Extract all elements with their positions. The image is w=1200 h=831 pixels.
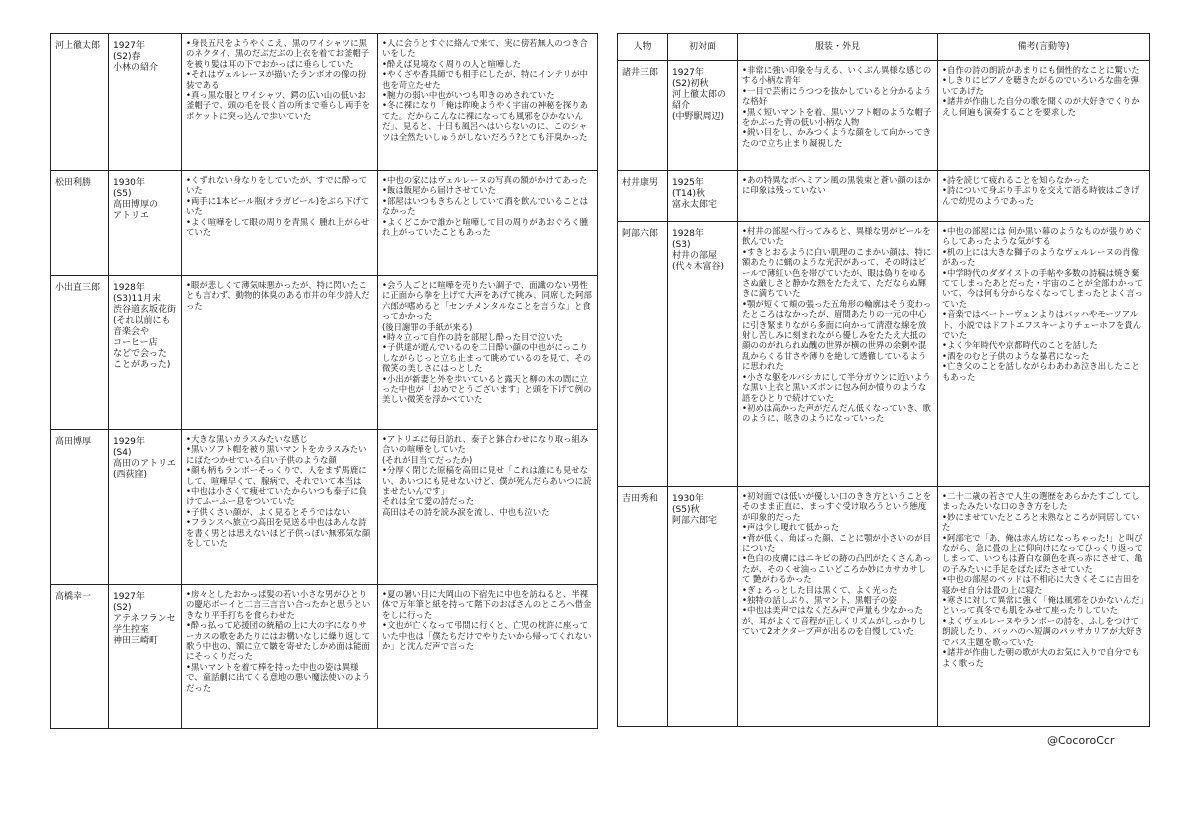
table-row [51, 585, 598, 729]
notes-cell: •中也の家にはヴェルレーヌの写真の額がかけてあった •飯は飯屋から届けさせていた •部屋はいつもきちんとしていて酒を飲んでいることはなかった •よくどこかで誰かと喧嘩して目の周りがあおぐろく腫れ上がっていたこともあった [378, 171, 598, 276]
first-meeting: 1927年 (S2) アテネフランセ 学生控室 神田三崎町 [109, 585, 182, 729]
first-meeting: 1925年 (T14)秋 富永太郎宅 [668, 171, 738, 222]
person-name: 高橋幸一 [51, 585, 109, 729]
column-header-notes: 備考(言動等) [938, 34, 1150, 61]
appearance-cell: •非常に強い印象を与える、いくぶん異様な感じのする小柄な青年 •一目で芸術にうつつを抜かしていると分かるような格好 •黒く短いマントを着、黒いソフト帽のような帽子をかぶった背の低い小柄な人物 •鋭い目をし、かみつくような顔をして向かってきたので立ち止まり凝視した [738, 61, 938, 171]
appearance-cell: •眼が悲しくて薄気味悪かったが、特に閃いたことも言わず、動物的体臭のある市井の年少詩人だった [182, 276, 378, 430]
right-table [617, 33, 1150, 727]
notes-cell: •人に会うとすぐに絡んで来て、実に傍若無人のつき合いをした •酔えば見境なく周りの人と喧嘩した •やくざや香具師でも相手にしたが、特にインテリが中也を苛立たせた •腕力の弱い中也がいつも叩きのめされていた •冬に裸になり「俺は昨晩ようやく宇宙の神秘を探りあてた。だからこんなに裸になっても風邪をひかないんだ」、見ると、十日も風呂へはいらないのに、このシャツは全然たいしゅうがしないだろう?とても汗臭かった [378, 34, 598, 171]
first-meeting: 1930年 (S5) 高田博厚の アトリエ [109, 171, 182, 276]
notes-cell: •アトリエに毎日訪れ、泰子と鉢合わせになり取っ組み合いの喧嘩をしていた (それが目当てだったか) •分厚く閉じた原稿を高田に見せ「これは誰にも見せない、あいつにも見せないけど、僕が死んだらあいつに読ませたいんです」 それは全て愛の詩だった 高田はその詩を読み涙を流し、中也も泣いた [378, 430, 598, 585]
header-row [618, 34, 1150, 61]
notes-cell: •会う人ごとに喧嘩を売りたい調子で、面識のない男性に正面から拳を上げて大声をあげて挑み、同席した阿部六郎が嗜めると「センチメンタルなことを言うな」と食ってかかった (後日謝罪の手紙が来る) •時々立って自作の詩を部屋し酔った目で泣いた •子供達が遊んでいるのを二日酔い顔の中也がにっこりしながらじっと立ち止まって眺めているのを見て、その微笑の美しさにはっとした •小出が新妻と外を歩いていると露天と柳の木の間に立った中也が「おめでとうございます」と頭を下げて例の美しい微笑を浮かべていた [378, 276, 598, 430]
column-header-first-meeting: 初対面 [668, 34, 738, 61]
appearance-cell: •大きな黒いカラスみたいな感じ •黒いソフト帽を被り黒いマントをカラスみたいにばたつかせている白い子供のような顔 •顔も柄もランボーそっくりで、人をまず馬鹿にして、喧嘩早くて、腺病で、それでいて本当は •中也は小さくて痩せていたからいつも泰子に負けてふーふー息をついていた •子供くさい顔が、よく見るとそうではない •フランスへ旅立つ高田を見送る中也はあんな詩を書く男とは思えないほど子供っぽい無邪気な顔をしていた [182, 430, 378, 585]
person-name: 村井康男 [618, 171, 668, 222]
person-name: 河上徹太郎 [51, 34, 109, 171]
first-meeting: 1928年 (S3) 村井の部屋 (代々木富谷) [668, 222, 738, 487]
notes-cell: •自作の詩の朗読があまりにも個性的なことに驚いた •しきりにピアノを聴きたがるのでいろいろな曲を弾いてあげた •諸井が作曲した自分の歌を聞くのが大好きでくりかえし何遍も演奏することを要求した [938, 61, 1150, 171]
person-name: 吉田秀和 [618, 487, 668, 727]
first-meeting: 1930年 (S5)秋 阿部六郎宅 [668, 487, 738, 727]
person-name: 松田利勝 [51, 171, 109, 276]
table-row [51, 171, 598, 276]
person-name: 高田博厚 [51, 430, 109, 585]
appearance-cell: •房々としたおかっぱ髪の若い小さな男がひとりの慶応ボーイと二言三言言い合ったかと思うといきなり平手打ちを食らわせた •酔っ払って応援団の統稲の上に大の字になりサーカスの歌をあたりにはお構いなしに繰り返して歌う中也の、額に立て皺を寄せたしかめ面は能面にそっくりだった •黒いマントを着て棒を持った中也の姿は異様で、童話劇に出てくる意地の悪い魔法使いのようだった [182, 585, 378, 729]
person-name: 小出直三郎 [51, 276, 109, 430]
notes-cell: •二十二歳の若さで人生の選歴をあらかたすごしてしまったみたいな口のきき方をした •妙にませていたところと未熟なところが同居していた •阿部宅で「あ、俺は赤ん坊になっちゃった!」と叫びながら、急に畳の上に仰向けになってひっくり返ってしまって、いつもは蒼白な顔色を真っ赤にさせて、亀の子みたいに手足をばたばたさせていた •中也の部屋のベッドは不相応に大きくそこに吉田を寝かせ自分は畳の上に寝た •寒さに対して異常に強く「俺は風邪をひかないんだ」といって真冬でも肌をみせて座ったりしていた •よくヴェルレーヌやランボーの詩を、ふしをつけて朗読したり、バッハのへ短調のパッサカリアが大好きでバス主題を歌っていた •諸井が作曲した朝の歌が大のお気に入りで自分でもよく歌った [938, 487, 1150, 727]
person-name: 諸井三郎 [618, 61, 668, 171]
notes-cell: •詩を読じて疲れることを知らなかった •詩について身ぶり手ぶりを交えて語る時彼はごきげんで幼児のようであった [938, 171, 1150, 222]
author-credit: @CocoroCcr [1047, 734, 1115, 747]
table-row [51, 276, 598, 430]
appearance-cell: •あの特異なボヘミアン風の黒装束と蒼い顔のほかに印象は残っていない [738, 171, 938, 222]
appearance-cell: •村井の部屋へ行ってみると、異様な男がビールを飲んでいた •すきとおるように白い肌理のこまかい顔は、特に額あたりに蝋のような光沢があって、その時はビールで薄紅い色を帯びていたが、眼は偽りをゆるさぬ厳しさと静かな熱をたたえて、ただならぬ輝きに満ちていた •顎が短くて頬の張った五角形の輪廓はそう変わったところはなかったが、眉間あたりの一元の中心に引き緊まりながら多面に向かって清澄な線を放射し苦しみに刻まれながら優しみをたたえ大抵の顔ののがれられぬ醜の世界が横の世界の余剰や混乱からくる甘さや薄りを絶して透徹しているように思われた •小さな躯をルバシカにして半分ガウンに近いような黒い上衣と黒いズボンに包み何か憤りのような語をひとりで続けていた •初めは高かった声がだんだん低くなっていき、歌のように、呟きのようになっていった [738, 222, 938, 487]
table-row [618, 222, 1150, 487]
notes-cell: •中也の部屋には 何か黒い幕のようなものが張りめぐらしてあったような気がする •机の上には大きな獅子のようなヴェルレーヌの肖像があった •中学時代のダダイストの手帖や多数の詩稿は焼き棄ててしまったあとだった・宇宙のことが全部わかっていて、今は何も分からなくなってしまったとよく言っていた •音楽ではベートーヴェンよりはバッハやモーツアルト、小説ではドフトエフスキーよりチェーホフを貴んでいた •よく少年時代や京都時代のことを話した •酒をのむと子供のような暴君になった •亡き父のことを話しながらわあわあ泣き出したこともあった [938, 222, 1150, 487]
table-row [51, 430, 598, 585]
person-name: 阿部六郎 [618, 222, 668, 487]
first-meeting: 1929年 (S4) 高田のアトリエ (西荻窪) [109, 430, 182, 585]
table-row [618, 171, 1150, 222]
appearance-cell: •初対面では低いが優しい口のきき方ということをそのまま正直に、まっすぐ受け取ろうという態度が印象的だった •声は少し嗄れて低かった •背が低く、角ばった顔、ことに顎が小さいのが目についた •色白の皮膚にはニキビの跡の凸凹がたくさんあったが、そのくせ油っこいどころか妙にカサカサして 艶がわるかった •ぎょろっとした目は黒くて、よく光った •独特の話しぶり、黒マント、黒帽子の姿 •中也は美声ではなくだみ声で声量も少なかったが、耳がよくて音程が正しくリズムがしっかりしていて2オクターブ声が出るのを自慢していた [738, 487, 938, 727]
appearance-cell: •身長五尺をようやくこえ、黒のワイシャツに黒のネクタイ、黒のだぶだぶの上衣を着てお釜帽子を被り髪は耳の下でおかっぱに垂らしていた •それはヴェルレーヌが描いたランボオの像の扮装である •真っ黒な服とワイシャツ、鍔の広い山の低いお釜帽子で、頭の毛を長く首の所まで垂らし両手をポケットに突っ込んで歩いていた [182, 34, 378, 171]
left-table [50, 33, 598, 729]
table-row [51, 34, 598, 171]
first-meeting: 1928年 (S3)11月末 渋谷道玄坂花街 (それ以前にも 音楽会や コーヒー店 などで会った ことがあった) [109, 276, 182, 430]
column-header-appearance: 服装・外見 [738, 34, 938, 61]
table-row [618, 487, 1150, 727]
first-meeting: 1927年 (S2)春 小林の紹介 [109, 34, 182, 171]
notes-cell: •夏の暑い日に大岡山の下宿先に中也を訪ねると、半裸体で万年筆と紙を持って階下のおばさんのところへ借金をしに行った •文也が亡くなって弔問に行くと、亡児の枕許に座っていた中也は「僕たちだけでやりたいから帰ってくれないか」と沈んだ声で言った [378, 585, 598, 729]
column-header-person: 人物 [618, 34, 668, 61]
table-row [618, 61, 1150, 171]
first-meeting: 1927年 (S2)初秋 河上徹太郎の 紹介 (中野駅周辺) [668, 61, 738, 171]
appearance-cell: •くずれない身なりをしていたが、すでに酔っていた •両手に1本ビール瓶(オラガビール)をぶら下げていた •よく喧嘩をして眼の周りを青黒く 腫れ上がらせていた [182, 171, 378, 276]
